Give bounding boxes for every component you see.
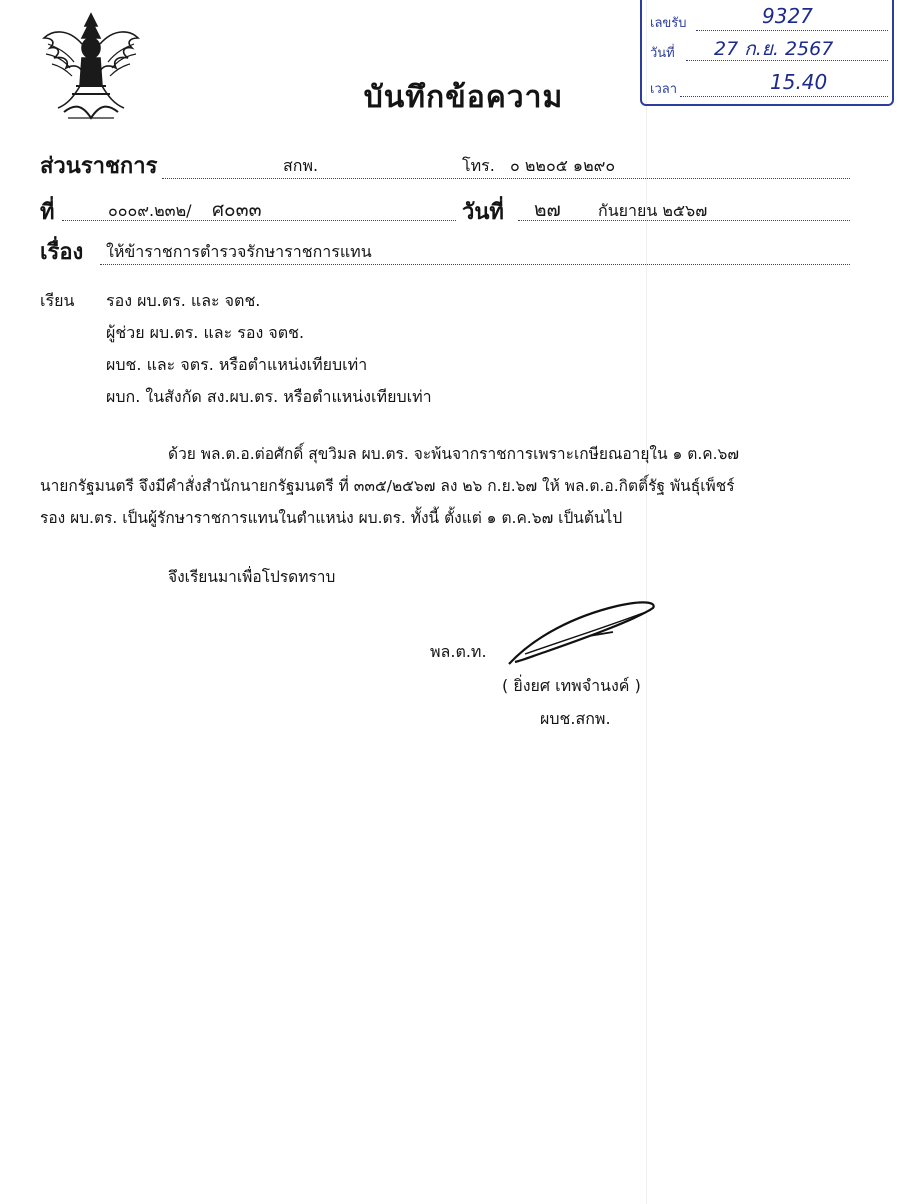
- signer-name: ( ยิ่งยศ เทพจำนงค์ ): [502, 676, 641, 695]
- body-line: รอง ผบ.ตร. เป็นผู้รักษาราชการแทนในตำแหน่ง ผบ.ตร. ทั้งนี้ ตั้งแต่ ๑ ต.ค.๖๗ เป็นต้นไป: [40, 509, 623, 527]
- stamp-date-label: วันที่: [650, 46, 675, 61]
- subject-value: ให้ข้าราชการตำรวจรักษาราชการแทน: [106, 242, 372, 261]
- to-label: เรียน: [40, 291, 75, 310]
- section-value: สกพ.: [283, 156, 319, 175]
- signer-rank: พล.ต.ท.: [430, 642, 487, 661]
- ref-dotted-line: [62, 220, 456, 221]
- signature-icon: [505, 596, 665, 668]
- subject-label: เรื่อง: [40, 240, 84, 265]
- stamp-time-value: 15.40: [770, 70, 828, 94]
- recipient-line: ผบก. ในสังกัด สง.ผบ.ตร. หรือตำแหน่งเทียบเท่า: [106, 387, 432, 406]
- signer-position: ผบช.สกพ.: [540, 709, 611, 728]
- closing-text: จึงเรียนมาเพื่อโปรดทราบ: [168, 568, 336, 586]
- receipt-stamp: [640, 0, 894, 106]
- subject-dotted-line: [100, 264, 850, 265]
- stamp-received-label: เลขรับ: [650, 16, 687, 31]
- date-dotted-line: [518, 220, 850, 221]
- ref-handwritten: ศ๐๓๓: [212, 199, 262, 221]
- recipient-line: ผบช. และ จตร. หรือตำแหน่งเทียบเท่า: [106, 355, 368, 374]
- stamp-time-label: เวลา: [650, 82, 678, 97]
- ref-label: ที่: [40, 200, 55, 225]
- section-label: ส่วนราชการ: [40, 154, 158, 179]
- stamp-received-value: 9327: [762, 4, 813, 28]
- recipient-line: ผู้ช่วย ผบ.ตร. และ รอง จตช.: [106, 323, 305, 342]
- date-label: วันที่: [462, 200, 504, 225]
- body-line: นายกรัฐมนตรี จึงมีคำสั่งสำนักนายกรัฐมนตรี ที่ ๓๓๕/๒๕๖๗ ลง ๒๖ ก.ย.๖๗ ให้ พล.ต.อ.กิตติ์รัฐ พันธุ์เพ็ชร์: [40, 477, 735, 495]
- body-line: ด้วย พล.ต.อ.ต่อศักดิ์ สุขวิมล ผบ.ตร. จะพ้นจากราชการเพราะเกษียณอายุใน ๑ ต.ค.๖๗: [168, 445, 740, 463]
- stamp-date-value: 27 ก.ย. 2567: [714, 38, 834, 60]
- date-day-handwritten: ๒๗: [534, 199, 561, 221]
- page-title: บันทึกข้อความ: [363, 80, 564, 115]
- ref-value: ๐๐๐๙.๒๓๒/: [108, 201, 192, 220]
- section-dotted-line: [162, 178, 850, 179]
- date-rest: กันยายน ๒๕๖๗: [598, 201, 708, 220]
- phone-value: ๐ ๒๒๐๕ ๑๒๙๐: [510, 156, 616, 175]
- recipient-line: รอง ผบ.ตร. และ จตช.: [106, 291, 261, 310]
- phone-label: โทร.: [462, 156, 495, 175]
